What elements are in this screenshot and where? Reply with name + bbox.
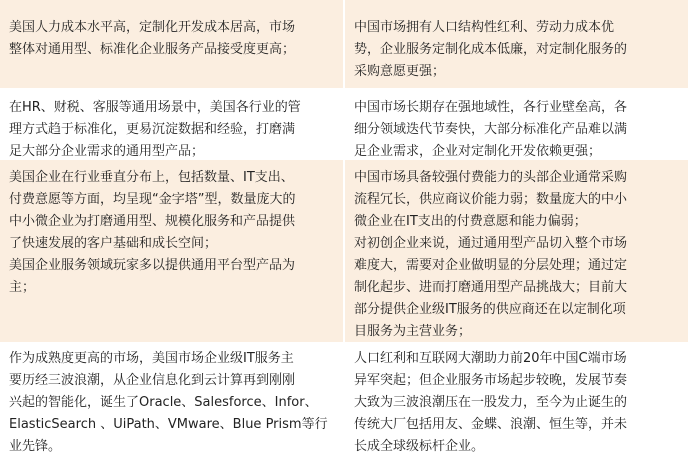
us-cell-standardization: 在HR、财税、客服等通用场景中，美国各行业的管 理方式趋于标准化，更易沉淀数据和经验，打磨满 足大部分企业需求的通用型产品； [0, 89, 343, 160]
cn-cell-market-history: 人口红利和互联网大潮助力前20年中国C端市场 异军突起；但企业服务市场起步较晚，发展节奏 大致为三波浪潮压在一股发力，至今为止诞生的 传统大厂包括用友、金蝶、浪潮、恒生等，并未 长成全球级标杆企业。 [343, 343, 688, 476]
cn-cell-enterprise-structure: 中国市场具备较强付费能力的头部企业通常采购 流程冗长，供应商议价能力弱；数量庞大的中小 微企业在IT支出的付费意愿和能力偏弱； 对初创企业来说，通过通用型产品切入整个市场 难度大，需要对企业做明显的分层处理；通过定 制化起步、进而打磨通用型产品挑战大；目前大 部分提供企业级IT服务的供应商还在以定制化项 目服务为主营业务； [343, 160, 688, 343]
us-cell-enterprise-structure: 美国企业在行业垂直分布上，包括数量、IT支出、 付费意愿等方面，均呈现“金字塔”型，数量庞大的 中小微企业为打磨通用型、规模化服务和产品提供 了快速发展的客户基础和成长空间； 美国企业服务领域玩家多以提供通用平台型产品为 主； [0, 160, 343, 343]
us-cell-market-history: 作为成熟度更高的市场，美国市场企业级IT服务主 要历经三波浪潮，从企业信息化到云计算再到刚刚 兴起的智能化，诞生了Oracle、Salesforce、Infor、ElasticSearch 、UiPath、VMware、Blue Prism等行业先锋。 [0, 343, 343, 476]
cn-cell-standardization: 中国市场长期存在强地域性，各行业壁垒高，各 细分领域迭代节奏快，大部分标准化产品难以满 足企业需求，企业对定制化开发依赖更强； [343, 89, 688, 160]
us-cell-labor-cost: 美国人力成本水平高，定制化开发成本居高，市场 整体对通用型、标准化企业服务产品接受度更高； [0, 0, 343, 89]
cn-cell-labor-cost: 中国市场拥有人口结构性红利、劳动力成本优 势，企业服务定制化成本低廉，对定制化服务的 采购意愿更强； [343, 0, 688, 89]
column-divider [343, 0, 345, 476]
